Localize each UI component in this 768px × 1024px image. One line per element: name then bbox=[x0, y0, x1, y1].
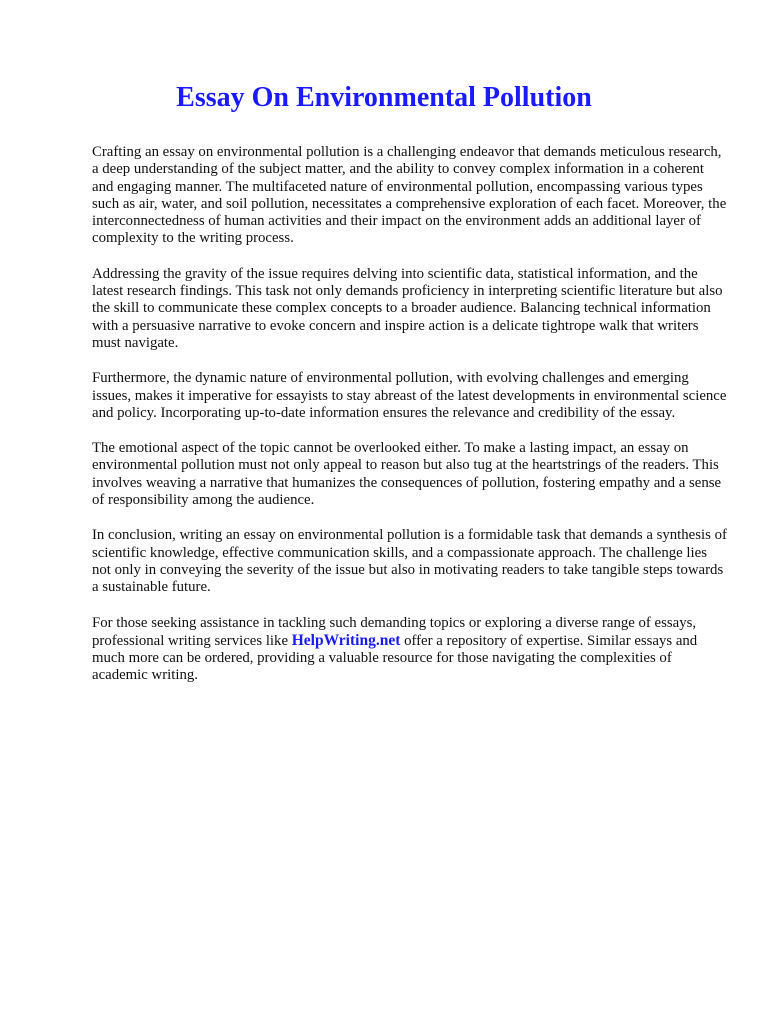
helpwriting-link[interactable]: HelpWriting.net bbox=[291, 631, 401, 649]
paragraph-6-after-link: offer a repository of expertise. Similar essays and much more can be ordered, providing a valuable resource for those navigating the complexities of academic writing. bbox=[92, 632, 698, 684]
paragraph-6-before-link: For those seeking assistance in tackling such demanding topics or exploring a diverse range of essays, professional writing services like bbox=[92, 614, 697, 649]
page-title: Essay On Environmental Pollution bbox=[176, 82, 592, 113]
paragraph-4: The emotional aspect of the topic cannot be overlooked either. To make a lasting impact, an essay on environmental pollution must not only appeal to reason but also tug at the heartstrings of the readers. This involves weaving a narrative that humanizes the consequences of pollution, fostering empathy and a sense of responsibility among the audience. bbox=[92, 440, 722, 509]
paragraph-1: Crafting an essay on environmental pollution is a challenging endeavor that demands meticulous research, a deep understanding of the subject matter, and the ability to convey complex information in a coherent and engaging manner. The multifaceted nature of environmental pollution, encompassing various types such as air, water, and soil pollution, necessitates a comprehensive exploration of each facet. Moreover, the interconnectedness of human activities and their impact on the environment adds an additional layer of complexity to the writing process. bbox=[92, 144, 727, 247]
paragraph-6 bbox=[92, 615, 728, 685]
paragraph-3: Furthermore, the dynamic nature of environmental pollution, with evolving challenges and emerging issues, makes it imperative for essayists to stay abreast of the latest developments in environmental science and policy. Incorporating up-to-date information ensures the relevance and credibility of the essay. bbox=[92, 370, 727, 421]
essay-body bbox=[92, 144, 728, 703]
paragraph-2: Addressing the gravity of the issue requires delving into scientific data, statistical information, and the latest research findings. This task not only demands proficiency in interpreting scientific literature but also the skill to communicate these complex concepts to a broader audience. Balancing technical information with a persuasive narrative to evoke concern and inspire action is a delicate tightrope walk that writers must navigate. bbox=[92, 265, 723, 351]
paragraph-5: In conclusion, writing an essay on environmental pollution is a formidable task that demands a synthesis of scientific knowledge, effective communication skills, and a compassionate approach. The challenge lies not only in conveying the severity of the issue but also in motivating readers to take tangible steps towards a sustainable future. bbox=[92, 527, 727, 596]
